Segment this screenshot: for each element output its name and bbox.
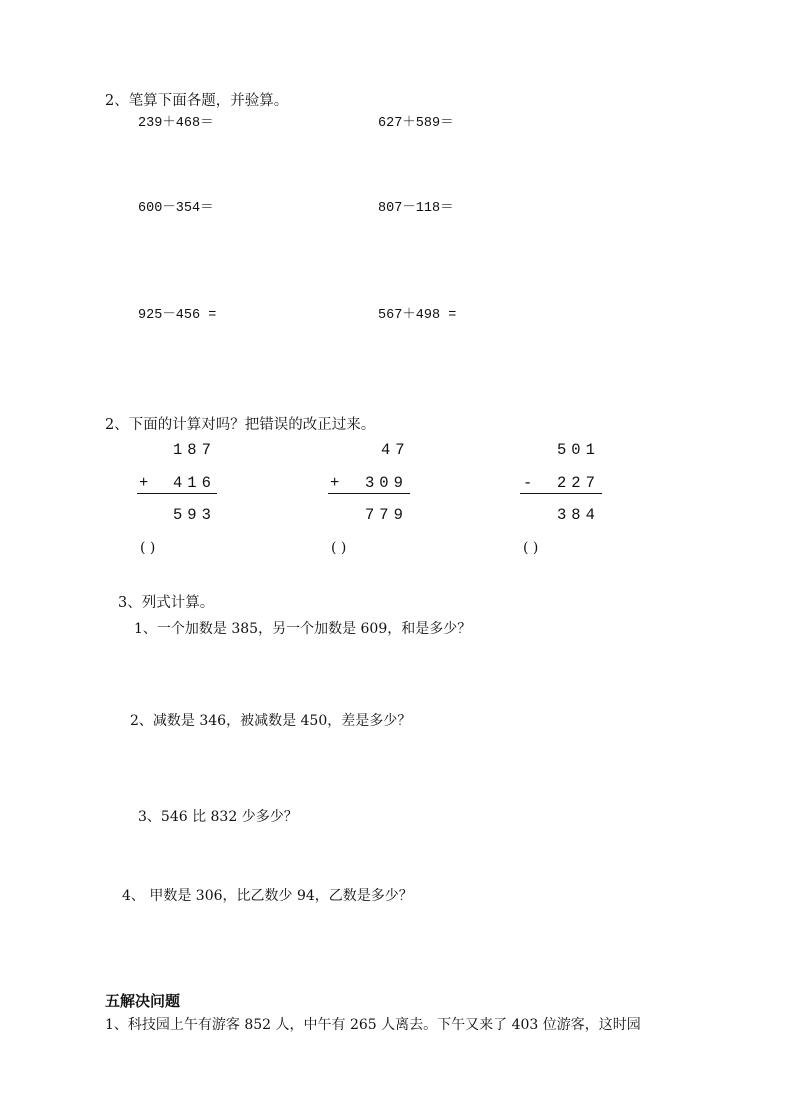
problem-3: 600－354＝ <box>138 201 214 216</box>
vertical-3-result: 384 <box>557 506 600 524</box>
section-heading-expressions: 3、列式计算。 <box>118 595 215 611</box>
vertical-1-rule <box>137 493 217 494</box>
section-heading-written-calc: 2、笔算下面各题，并验算。 <box>105 93 289 109</box>
problem-6: 567＋498 = <box>378 308 457 323</box>
vertical-1-operator: + <box>139 474 154 492</box>
vertical-3-rule <box>520 493 602 494</box>
expression-question-1: 1、一个加数是 385，另一个加数是 609，和是多少？ <box>134 621 472 637</box>
vertical-2-answer-blank[interactable]: ( ) <box>331 540 347 556</box>
section-heading-solve: 五解决问题 <box>105 992 181 1010</box>
vertical-3-answer-blank[interactable]: ( ) <box>523 540 539 556</box>
vertical-2-bottom: 309 <box>365 474 408 492</box>
section-heading-check: 2、下面的计算对吗？把错误的改正过来。 <box>105 417 376 433</box>
vertical-1-result: 593 <box>173 506 216 524</box>
expression-question-2: 2、减数是 346，被减数是 450，差是多少？ <box>130 713 412 729</box>
vertical-1-bottom: 416 <box>173 474 216 492</box>
expression-question-3: 3、546 比 832 少多少？ <box>138 809 298 825</box>
problem-4: 807－118＝ <box>378 201 454 216</box>
vertical-2-result: 779 <box>365 506 408 524</box>
vertical-3-operator: - <box>523 474 538 492</box>
vertical-2-rule <box>328 493 410 494</box>
vertical-2-operator: + <box>330 474 345 492</box>
vertical-3-top: 501 <box>557 441 600 459</box>
vertical-2-top: 47 <box>381 441 410 459</box>
vertical-1-answer-blank[interactable]: ( ) <box>140 540 156 556</box>
vertical-1-top: 187 <box>173 441 216 459</box>
word-problem-1: 1、科技园上午有游客 852 人，中午有 265 人离去。下午又来了 403 位游客，这时园 <box>105 1017 641 1033</box>
expression-question-4: 4、 甲数是 306，比乙数少 94，乙数是多少？ <box>122 888 413 904</box>
problem-5: 925－456 = <box>138 308 217 323</box>
problem-1: 239＋468＝ <box>138 116 214 131</box>
vertical-3-bottom: 227 <box>557 474 600 492</box>
problem-2: 627＋589＝ <box>378 116 454 131</box>
